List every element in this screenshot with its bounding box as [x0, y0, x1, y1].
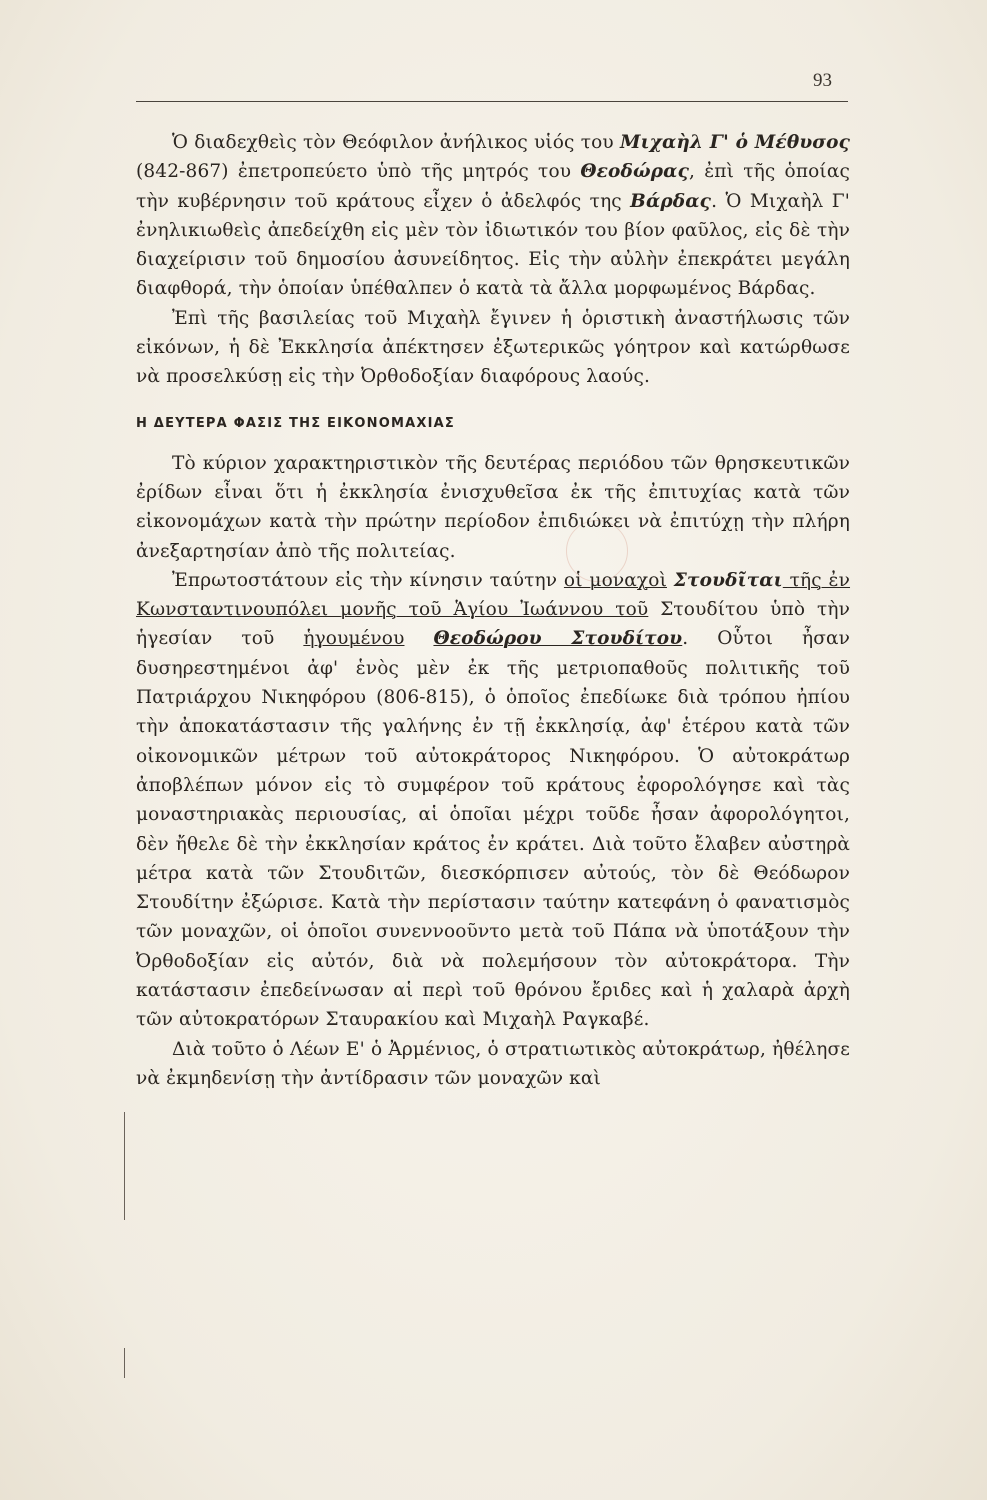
paragraph-5: Διὰ τοῦτο ὁ Λέων Ε' ὁ Ἀρμένιος, ὁ στρατιωτικὸς αὐτοκράτωρ, ἠθέλησε νὰ ἐκμηδενίσῃ τὴν ἀντίδρασιν τῶν μοναχῶν καὶ [136, 1038, 850, 1089]
name-studites: Στουδῖται [673, 569, 783, 591]
p1-text-b: (842-867) ἐπετροπεύετο ὑπὸ τῆς μητρός του [136, 161, 581, 183]
body-text [136, 128, 850, 1093]
p4-text-b: Στουδίτου ὑπὸ τὴν ἡγεσίαν τοῦ [136, 599, 851, 650]
page-number: 93 [813, 70, 832, 91]
section-heading: Η ΔΕΥΤΕΡΑ ΦΑΣΙΣ ΤΗΣ ΕΙΚΟΝΟΜΑΧΙΑΣ [136, 415, 455, 431]
paragraph-2: Ἐπὶ τῆς βασιλείας τοῦ Μιχαὴλ ἔγινεν ἡ ὁριστικὴ ἀναστήλωσις τῶν εἰκόνων, ἡ δὲ Ἐκκλησία ἀπέκτησεν ἐξωτερικῶς γόητρον καὶ κατώρθωσε νὰ προσελκύσῃ εἰς τὴν Ὀρθοδοξίαν διαφόρους λαούς. [136, 307, 850, 388]
p4-underline-monks: οἱ μοναχοὶ [563, 569, 667, 591]
p4-text-c: . Οὗτοι ἦσαν δυσηρεστημένοι ἀφ' ἑνὸς μὲν ἐκ τῆς μετριοπαθοῦς πολιτικῆς τοῦ Πατριάρχου Νικηφόρου (806-815), ὁ ὁποῖος ἐπεδίωκε διὰ τρόπου ἠπίου τὴν ἀποκατάστασιν τῆς γαλήνης ἐν τῇ ἐκκλησίᾳ, ἀφ' ἑτέρου κατὰ τῶν οἰκονομικῶν μέτρων τοῦ αὐτοκράτορος Νικηφόρου. Ὁ αὐτοκράτωρ ἀποβλέπων μόνον εἰς τὸ συμφέρον τοῦ κράτους ἐφορολόγησε καὶ τὰς μοναστηριακὰς περιουσίας, αἱ ὁποῖαι μέχρι τοῦδε ἦσαν ἀφορολόγητοι, δὲν ἤθελε δὲ τὴν ἐκκλησίαν κράτος ἐν κράτει. Διὰ τοῦτο ἔλαβεν αὐστηρὰ μέτρα κατὰ τῶν Στουδιτῶν, διεσκόρπισεν αὐτούς, τὸν δὲ Θεόδωρον Στουδίτην ἐξώρισε. Κατὰ τὴν περίστασιν ταύτην κατεφάνη ὁ φανατισμὸς τῶν μοναχῶν, οἱ ὁποῖοι συνεννοοῦντο μετὰ τοῦ Πάπα νὰ ὑποτάξουν τὴν Ὀρθοδοξίαν εἰς αὐτόν, διὰ νὰ πολεμήσουν τὸν αὐτοκράτορα. Τὴν κατάστασιν ἐπεδείνωσαν αἱ περὶ τοῦ θρόνου ἔριδες καὶ ἡ χαλαρὰ ἀρχὴ τῶν αὐτοκρατόρων Σταυρακίου καὶ Μιχαὴλ Ραγκαβέ. [136, 628, 851, 1031]
p4-underline-abbot: ἡγουμένου [303, 628, 405, 650]
header-rule [136, 101, 848, 102]
name-michael-iii: Μιχαὴλ Γ' ὁ Μέθυσος [619, 132, 850, 153]
p1-text-c: , ἐπὶ τῆς ὁποίας τὴν κυβέρνησιν τοῦ κράτους εἶχεν ὁ ἀδελφός της [136, 161, 850, 212]
paragraph-4 [136, 566, 850, 1035]
margin-mark-2 [124, 1348, 125, 1378]
p4-underline-monastery: τῆς ἐν Κωνσταντινουπόλει μονῆς τοῦ Ἁγίου Ἰωάννου τοῦ [136, 569, 851, 621]
p1-text-a: Ὁ διαδεχθεὶς τὸν Θεόφιλον ἀνήλικος υἱός του [172, 132, 620, 153]
name-theodore-studites: Θεοδώρου Στουδίτου [433, 628, 683, 650]
p4-space [667, 570, 674, 591]
margin-mark-1 [124, 1112, 125, 1220]
p4-text-a: Ἐπρωτοστάτουν εἰς τὴν κίνησιν ταύτην [172, 569, 564, 591]
paragraph-3: Τὸ κύριον χαρακτηριστικὸν τῆς δευτέρας περιόδου τῶν θρησκευτικῶν ἐρίδων εἶναι ὅτι ἡ ἐκκλησία ἐνισχυθεῖσα ἐκ τῆς ἐπιτυχίας κατὰ τῶν εἰκονομάχων κατὰ τὴν πρώτην περίοδον ἐπιδιώκει νὰ ἐπιτύχῃ τὴν πλήρη ἀνεξαρτησίαν ἀπὸ τῆς πολιτείας. [136, 452, 850, 562]
p4-space-2 [404, 628, 433, 649]
name-theodora: Θεοδώρας [580, 161, 689, 183]
p1-text-d: . Ὁ Μιχαὴλ Γ' ἐνηλικιωθεὶς ἀπεδείχθη εἰς μὲν τὸν ἰδιωτικόν του βίον φαῦλος, εἰς δὲ τὴν διαχείρισιν τοῦ δημοσίου ἀσυνείδητος. Εἰς τὴν αὐλὴν ἐπεκράτει μεγάλη διαφθορά, τὴν ὁποίαν ὑπέθαλπεν ὁ κατὰ τὰ ἄλλα μορφωμένος Βάρδας. [136, 190, 850, 300]
paragraph-1 [136, 128, 850, 304]
name-bardas: Βάρδας [630, 190, 712, 212]
